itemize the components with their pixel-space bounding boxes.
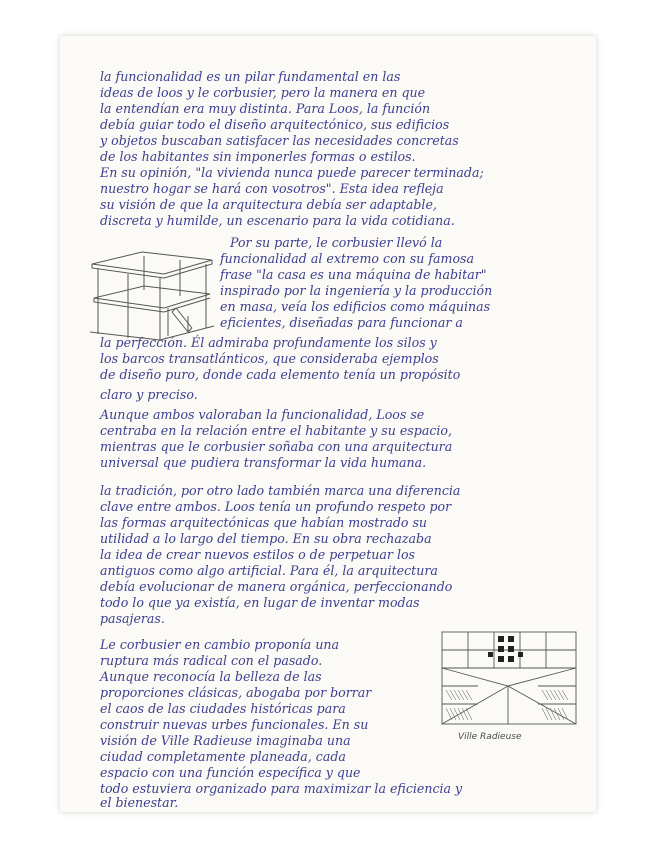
text-line: centraba en la relación entre el habitante y su espacio,: [100, 423, 453, 438]
text-line: utilidad a lo largo del tiempo. En su obra rechazaba: [100, 531, 432, 546]
text-line: antiguos como algo artificial. Para él, la arquitectura: [100, 563, 438, 578]
text-line: universal que pudiera transformar la vida humana.: [100, 455, 427, 470]
text-line: debía evolucionar de manera orgánica, perfeccionando: [100, 579, 453, 594]
notebook-page: [60, 36, 596, 812]
text-line: ideas de loos y le corbusier, pero la manera en que: [100, 85, 426, 100]
text-line: debía guiar todo el diseño arquitectónico, sus edificios: [100, 117, 450, 132]
text-line: Aunque ambos valoraban la funcionalidad, Loos se: [100, 407, 425, 422]
text-line: Por su parte, le corbusier llevó la: [230, 235, 443, 250]
text-line: y objetos buscaban satisfacer las necesidades concretas: [100, 133, 459, 148]
text-line: la funcionalidad es un pilar fundamental en las: [100, 69, 401, 84]
ville-radieuse-caption: Ville Radieuse: [458, 732, 522, 742]
text-line: de los habitantes sin imponerles formas o estilos.: [100, 149, 416, 164]
text-line: mientras que le corbusier soñaba con una arquitectura: [100, 439, 453, 454]
text-line: claro y preciso.: [100, 387, 198, 402]
text-line: la tradición, por otro lado también marca una diferencia: [100, 483, 461, 498]
text-line: todo lo que ya existía, en lugar de inventar modas: [100, 595, 420, 610]
text-line: nuestro hogar se hará con vosotros". Esta idea refleja: [100, 181, 444, 196]
text-line: funcionalidad al extremo con su famosa: [220, 251, 475, 266]
text-line: proporciones clásicas, abogaba por borrar: [100, 685, 372, 700]
text-line: inspirado por la ingeniería y la producción: [220, 283, 493, 298]
text-line: eficientes, diseñadas para funcionar a: [220, 315, 463, 330]
text-line: En su opinión, "la vivienda nunca puede parecer terminada;: [100, 165, 484, 180]
text-line: de diseño puro, donde cada elemento tenía un propósito: [100, 367, 461, 382]
text-line: todo estuviera organizado para maximizar la eficiencia y: [100, 781, 463, 796]
ville-radieuse-sketch: [438, 626, 580, 730]
text-line: espacio con una función específica y que: [100, 765, 361, 780]
text-line: las formas arquitectónicas que habían mostrado su: [100, 515, 428, 530]
house-frame-sketch: [88, 246, 216, 342]
text-line: pasajeras.: [100, 611, 165, 626]
text-line: su visión de que la arquitectura debía ser adaptable,: [100, 197, 437, 212]
text-line: la entendían era muy distinta. Para Loos, la función: [100, 101, 431, 116]
text-line: visión de Ville Radieuse imaginaba una: [100, 733, 351, 748]
text-line: ciudad completamente planeada, cada: [100, 749, 346, 764]
text-line: la perfección. Él admiraba profundamente los silos y: [100, 335, 437, 350]
text-line: frase "la casa es una máquina de habitar": [220, 267, 487, 282]
text-line: el caos de las ciudades históricas para: [100, 701, 346, 716]
text-line: el bienestar.: [100, 795, 179, 810]
text-line: en masa, veía los edificios como máquinas: [220, 299, 491, 314]
text-line: discreta y humilde, un escenario para la vida cotidiana.: [100, 213, 455, 228]
text-line: los barcos transatlánticos, que consideraba ejemplos: [100, 351, 439, 366]
text-line: construir nuevas urbes funcionales. En su: [100, 717, 369, 732]
text-line: clave entre ambos. Loos tenía un profundo respeto por: [100, 499, 452, 514]
text-line: la idea de crear nuevos estilos o de perpetuar los: [100, 547, 416, 562]
text-line: ruptura más radical con el pasado.: [100, 653, 323, 668]
text-line: Aunque reconocía la belleza de las: [100, 669, 322, 684]
text-line: Le corbusier en cambio proponía una: [100, 637, 340, 652]
